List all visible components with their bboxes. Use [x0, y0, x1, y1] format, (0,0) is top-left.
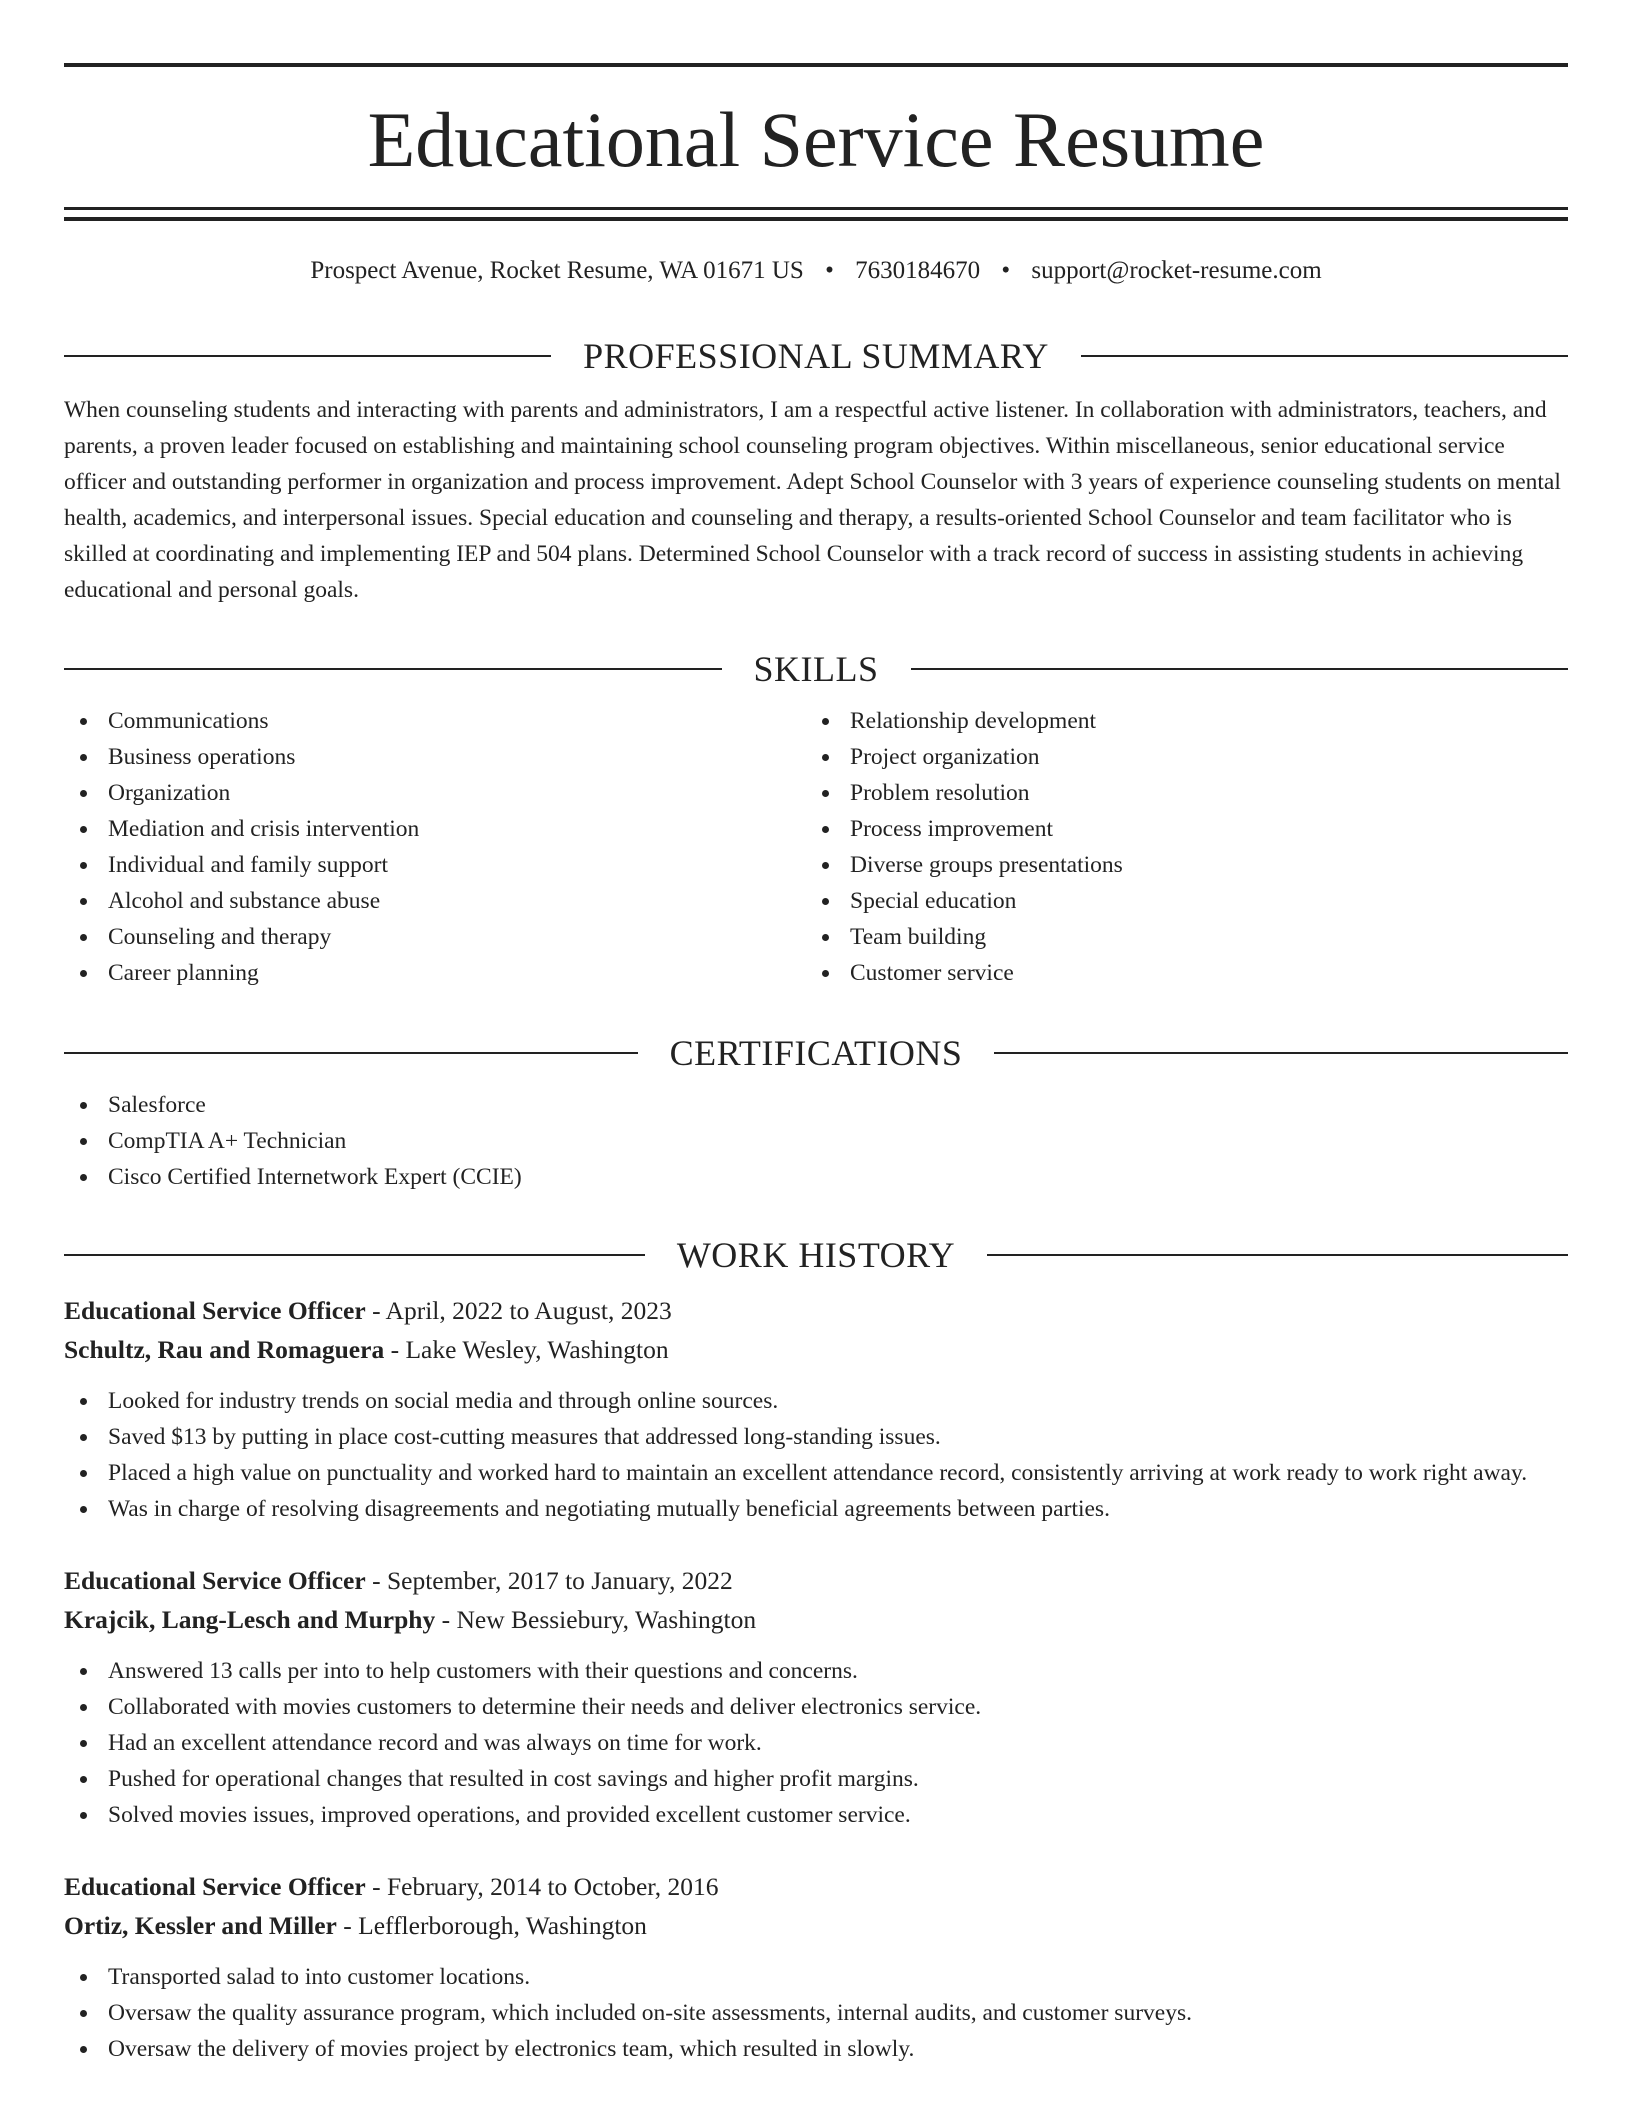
job-company: Schultz, Rau and Romaguera	[64, 1335, 385, 1364]
job-title-line: Educational Service Officer - February, 2014 to October, 2016	[64, 1872, 719, 1901]
skill-item: Project organization	[806, 739, 1548, 775]
work-history-section	[64, 1233, 1568, 2067]
skill-item: Team building	[806, 919, 1548, 955]
heading-rule	[911, 668, 1569, 670]
summary-heading: PROFESSIONAL SUMMARY	[583, 336, 1049, 376]
job-dates: April, 2022 to August, 2023	[385, 1296, 672, 1325]
skill-item: Special education	[806, 883, 1548, 919]
job-bullet: Had an excellent attendance record and was always on time for work.	[64, 1725, 1568, 1761]
skills-columns	[64, 703, 1568, 991]
contact-phone[interactable]: 7630184670	[855, 257, 981, 284]
job-bullet: Solved movies issues, improved operations, and provided excellent customer service.	[64, 1797, 1568, 1833]
job-dates: September, 2017 to January, 2022	[386, 1566, 733, 1595]
skill-item: Business operations	[64, 739, 806, 775]
section-heading	[64, 1031, 1568, 1075]
summary-section	[64, 334, 1568, 608]
heading-rule	[64, 355, 551, 357]
job-company-line: Krajcik, Lang-Lesch and Murphy - New Bessiebury, Washington	[64, 1605, 757, 1634]
job-bullet: Collaborated with movies customers to determine their needs and deliver electronics service.	[64, 1689, 1568, 1725]
job-entry	[64, 1291, 1568, 1527]
job-bullets	[64, 1959, 1568, 2067]
skill-item: Communications	[64, 703, 806, 739]
section-heading	[64, 647, 1568, 691]
skills-list-left	[64, 703, 806, 991]
job-bullet: Transported salad to into customer locations.	[64, 1959, 1568, 1995]
certification-item: Cisco Certified Internetwork Expert (CCIE)	[64, 1159, 1568, 1195]
contact-separator: •	[825, 257, 834, 284]
job-company-line: Ortiz, Kessler and Miller - Lefflerborough, Washington	[64, 1911, 647, 1940]
job-bullet: Looked for industry trends on social media and through online sources.	[64, 1383, 1568, 1419]
job-bullet: Was in charge of resolving disagreements and negotiating mutually beneficial agreements between parties.	[64, 1491, 1568, 1527]
job-company: Krajcik, Lang-Lesch and Murphy	[64, 1605, 436, 1634]
contact-address: Prospect Avenue, Rocket Resume, WA 01671 US	[310, 257, 804, 284]
job-bullet: Oversaw the quality assurance program, which included on-site assessments, internal audits, and customer surveys.	[64, 1995, 1568, 2031]
certifications-section	[64, 1031, 1568, 1195]
skill-item: Problem resolution	[806, 775, 1548, 811]
certification-item: Salesforce	[64, 1087, 1568, 1123]
job-company-line: Schultz, Rau and Romaguera - Lake Wesley, Washington	[64, 1335, 669, 1364]
skills-section	[64, 647, 1568, 991]
job-bullet: Answered 13 calls per into to help customers with their questions and concerns.	[64, 1653, 1568, 1689]
job-dates: February, 2014 to October, 2016	[386, 1872, 719, 1901]
heading-rule	[64, 1052, 638, 1054]
job-bullet: Pushed for operational changes that resulted in cost savings and higher profit margins.	[64, 1761, 1568, 1797]
job-title-line: Educational Service Officer - April, 2022 to August, 2023	[64, 1296, 672, 1325]
job-title: Educational Service Officer	[64, 1872, 366, 1901]
job-location: Lake Wesley, Washington	[405, 1335, 669, 1364]
job-bullet: Saved $13 by putting in place cost-cutting measures that addressed long-standing issues.	[64, 1419, 1568, 1455]
contact-separator: •	[1001, 257, 1011, 284]
job-bullets	[64, 1653, 1568, 1833]
job-entry	[64, 1867, 1568, 2067]
skill-item: Customer service	[806, 955, 1548, 991]
job-entry	[64, 1561, 1568, 1833]
section-heading	[64, 334, 1568, 378]
resume-title: Educational Service Resume	[367, 96, 1265, 183]
job-title-line: Educational Service Officer - September, 2017 to January, 2022	[64, 1566, 733, 1595]
work-history-heading: WORK HISTORY	[676, 1235, 956, 1275]
heading-rule	[1081, 355, 1568, 357]
skill-item: Relationship development	[806, 703, 1548, 739]
skill-item: Organization	[64, 775, 806, 811]
job-title: Educational Service Officer	[64, 1296, 366, 1325]
skills-list-right	[806, 703, 1548, 991]
summary-text: When counseling students and interacting with parents and administrators, I am a respectful active listener. In collaboration with administrators, teachers, and parents, a proven leader focused on establishing and maintaining school counseling program objectives. Within miscellaneous, senior educational service officer and outstanding performer in organization and process improvement. Adept School Counselor with 3 years of experience counseling students on mental health, academics, and interpersonal issues. Special education and counseling and therapy, a results-oriented School Counselor and team facilitator who is skilled at coordinating and implementing IEP and 504 plans. Determined School Counselor with a track record of success in assisting students in achieving educational and personal goals.	[64, 397, 1561, 603]
skill-item: Individual and family support	[64, 847, 806, 883]
title-double-rule	[64, 207, 1568, 221]
skill-item: Alcohol and substance abuse	[64, 883, 806, 919]
job-location: Lefflerborough, Washington	[358, 1911, 647, 1940]
contact-line	[64, 254, 1568, 288]
contact-email[interactable]: support@rocket-resume.com	[1031, 257, 1322, 284]
heading-rule	[987, 1254, 1568, 1256]
skills-heading: SKILLS	[753, 649, 879, 689]
skill-item: Process improvement	[806, 811, 1548, 847]
job-bullets	[64, 1383, 1568, 1527]
certification-item: CompTIA A+ Technician	[64, 1123, 1568, 1159]
skill-item: Diverse groups presentations	[806, 847, 1548, 883]
skill-item: Career planning	[64, 955, 806, 991]
top-rule	[64, 63, 1568, 67]
certifications-list	[64, 1087, 1568, 1195]
heading-rule	[64, 668, 722, 670]
job-title: Educational Service Officer	[64, 1566, 366, 1595]
job-bullet: Oversaw the delivery of movies project by electronics team, which resulted in slowly.	[64, 2031, 1568, 2067]
heading-rule	[994, 1052, 1568, 1054]
skill-item: Counseling and therapy	[64, 919, 806, 955]
certifications-heading: CERTIFICATIONS	[669, 1033, 963, 1073]
job-bullet: Placed a high value on punctuality and worked hard to maintain an excellent attendance record, consistently arriving at work ready to work right away.	[64, 1455, 1568, 1491]
job-location: New Bessiebury, Washington	[456, 1605, 757, 1634]
heading-rule	[64, 1254, 645, 1256]
section-heading	[64, 1233, 1568, 1277]
job-company: Ortiz, Kessler and Miller	[64, 1911, 337, 1940]
skill-item: Mediation and crisis intervention	[64, 811, 806, 847]
